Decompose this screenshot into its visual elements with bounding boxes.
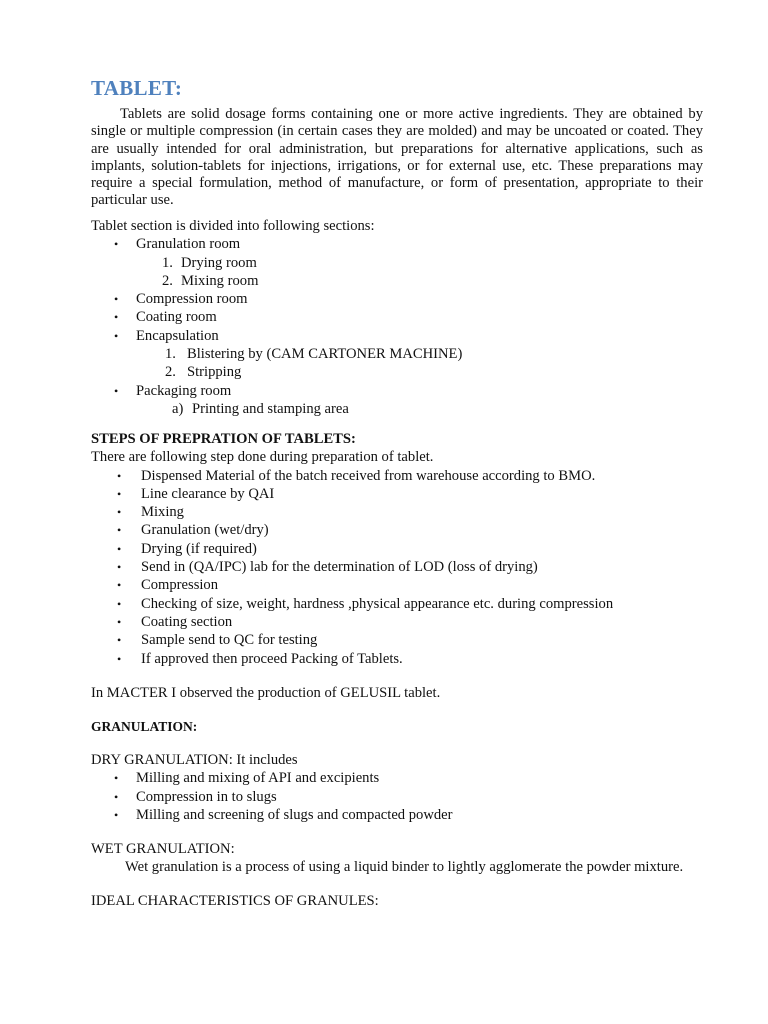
list-item-text: Send in (QA/IPC) lab for the determination of LOD (loss of drying) (141, 559, 538, 576)
sections-intro: Tablet section is divided into following sections: (91, 218, 375, 234)
bullet-marker: • (117, 578, 122, 593)
intro-paragraph (91, 106, 703, 210)
bullet-marker: • (117, 614, 122, 629)
list-item (91, 467, 711, 485)
list-item-text: Stripping (187, 364, 242, 381)
list-item (91, 631, 711, 649)
list-item-text: Blistering by (CAM CARTONER MACHINE) (187, 346, 463, 363)
list-item-text: Mixing room (181, 272, 259, 289)
list-item (91, 558, 711, 576)
list-item-text: Packaging room (136, 382, 232, 399)
list-item (91, 788, 711, 806)
list-item-text: Milling and mixing of API and excipients (136, 770, 380, 787)
list-number: 2. (165, 364, 176, 381)
list-item (91, 235, 711, 253)
bullet-marker: • (117, 468, 122, 483)
bullet-marker: • (117, 633, 122, 648)
list-item (91, 806, 711, 824)
bullet-marker: • (117, 560, 122, 575)
list-item-text: If approved then proceed Packing of Tablets. (141, 650, 403, 667)
bullet-marker: • (117, 486, 122, 501)
steps-list (91, 467, 711, 668)
list-item-text: Granulation (wet/dry) (141, 522, 269, 539)
steps-intro: There are following step done during preparation of tablet. (91, 449, 434, 466)
list-item-text: Dispensed Material of the batch received from warehouse according to BMO. (141, 467, 596, 484)
ideal-heading: IDEAL CHARACTERISTICS OF GRANULES: (91, 893, 379, 909)
list-item-text: Sample send to QC for testing (141, 632, 318, 649)
list-item-text: Line clearance by QAI (141, 485, 275, 502)
macter-line (91, 684, 711, 702)
list-item (91, 769, 711, 787)
wet-granulation-block (91, 840, 711, 877)
list-item-text: Granulation room (136, 236, 241, 253)
bullet-marker: • (114, 807, 119, 822)
list-item-text: Compression in to slugs (136, 788, 277, 805)
steps-heading: STEPS OF PREPRATION OF TABLETS: (91, 431, 356, 447)
list-item (91, 290, 711, 308)
wet-text: Wet granulation is a process of using a liquid binder to lightly agglomerate the powder mixture. (125, 859, 684, 876)
list-item-text: Coating section (141, 613, 233, 630)
list-item (91, 576, 711, 594)
list-item (91, 503, 711, 521)
list-item (91, 595, 711, 613)
dry-list (91, 769, 711, 824)
list-item-text: Printing and stamping area (192, 400, 349, 417)
list-item-text: Mixing (141, 504, 184, 521)
list-item (91, 400, 711, 418)
list-number: 1. (165, 346, 176, 363)
list-item (91, 308, 711, 326)
intro-text: Tablets are solid dosage forms containing one or more active ingredients. They are obtained by single or multiple compression (in certain cases they are molded) and may be uncoated or coated. They are usually intended for oral administration, but preparations for alternative applications, such as implants, solution-tablets for injections, irrigations, or for external use, etc. These preparations may require a special formulation, method of manufacture, or form of presentation, appropriate to their particular use. (91, 106, 703, 209)
bullet-marker: • (117, 541, 122, 556)
list-item-text: Checking of size, weight, hardness ,physical appearance etc. during compression (141, 595, 614, 612)
bullet-marker: • (114, 771, 119, 786)
list-number: 1. (162, 254, 173, 271)
list-number: 2. (162, 272, 173, 289)
ideal-block (91, 892, 711, 910)
list-item-text: Coating room (136, 309, 217, 326)
list-item (91, 613, 711, 631)
bullet-marker: • (114, 789, 119, 804)
list-item (91, 650, 711, 668)
macter-text: In MACTER I observed the production of GELUSIL tablet. (91, 685, 441, 701)
granulation-heading-block (91, 718, 711, 736)
bullet-marker: • (114, 237, 119, 252)
list-item (91, 254, 711, 272)
bullet-marker: • (114, 292, 119, 307)
list-item-text: Compression room (136, 291, 248, 308)
bullet-marker: • (117, 505, 122, 520)
dry-heading: DRY GRANULATION: It includes (91, 752, 298, 768)
bullet-marker: • (114, 328, 119, 343)
list-item (91, 521, 711, 539)
wet-heading: WET GRANULATION: (91, 841, 235, 857)
list-item-text: Drying room (181, 254, 257, 271)
list-item (91, 540, 711, 558)
dry-granulation-block (91, 751, 711, 824)
granulation-heading: GRANULATION: (91, 719, 198, 734)
page-title: TABLET: (91, 76, 183, 100)
list-item-text: Encapsulation (136, 327, 219, 344)
bullet-marker: • (117, 651, 122, 666)
list-item (91, 363, 711, 381)
list-item (91, 485, 711, 503)
list-item-text: Milling and screening of slugs and compacted powder (136, 806, 453, 823)
list-item (91, 345, 711, 363)
bullet-marker: • (114, 310, 119, 325)
list-item (91, 272, 711, 290)
list-letter: a) (172, 400, 184, 417)
list-item (91, 382, 711, 400)
steps-block (91, 430, 711, 668)
bullet-marker: • (117, 523, 122, 538)
bullet-marker: • (117, 596, 122, 611)
bullet-marker: • (114, 383, 119, 398)
list-item-text: Drying (if required) (141, 540, 257, 557)
list-item (91, 327, 711, 345)
list-item-text: Compression (141, 577, 219, 594)
sections-block (91, 217, 711, 418)
